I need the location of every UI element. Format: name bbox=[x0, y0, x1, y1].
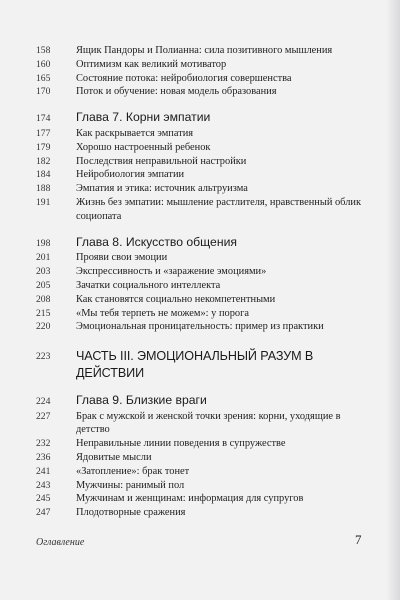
toc-title: Как становятся социально некомпетентными bbox=[76, 293, 276, 305]
toc-entry bbox=[36, 465, 366, 479]
toc-title: Ящик Пандоры и Полианна: сила позитивного мышления bbox=[76, 45, 333, 56]
toc-page-number: 165 bbox=[36, 72, 51, 84]
toc-page-number: 232 bbox=[36, 438, 51, 450]
toc-page-number: 160 bbox=[36, 58, 51, 70]
running-footer-label: Оглавление bbox=[36, 537, 85, 548]
toc-chapter-heading bbox=[36, 110, 366, 126]
toc-entry bbox=[36, 506, 366, 520]
toc-title: Брак с мужской и женской точки зрения: корни, уходящие в детство bbox=[76, 410, 341, 436]
toc-title: Эмпатия и этика: источник альтруизма bbox=[76, 183, 248, 195]
toc-title: Мужчины: ранимый пол bbox=[76, 479, 185, 491]
toc-title: Зачатки социального интеллекта bbox=[76, 279, 221, 291]
toc-entry bbox=[36, 479, 366, 493]
toc-page-number: 177 bbox=[36, 127, 51, 139]
toc-entry bbox=[36, 451, 366, 465]
toc-entry bbox=[36, 279, 366, 293]
toc-page-number: 184 bbox=[36, 169, 51, 181]
toc-title: Последствия неправильной настройки bbox=[76, 155, 247, 167]
toc-title: Эмоциональная проницательность: пример из практики bbox=[76, 321, 324, 333]
toc-page-number: 224 bbox=[36, 395, 51, 407]
toc-page-number: 203 bbox=[36, 266, 51, 278]
toc-title: Глава 8. Искусство общения bbox=[76, 234, 237, 249]
toc-page-number: 245 bbox=[36, 493, 51, 505]
toc-title: Нейробиология эмпатии bbox=[76, 169, 185, 181]
page-number: 7 bbox=[355, 532, 362, 547]
toc-title: Поток и обучение: новая модель образования bbox=[76, 86, 277, 98]
toc-entry bbox=[36, 168, 366, 182]
toc-title: ЧАСТЬ III. ЭМОЦИОНАЛЬНЫЙ РАЗУМ В ДЕЙСТВИИ bbox=[76, 349, 314, 380]
toc-page-number: 243 bbox=[36, 479, 51, 491]
toc-entry bbox=[36, 410, 366, 438]
toc-chapter-heading bbox=[36, 235, 366, 251]
toc-page-number: 174 bbox=[36, 113, 51, 125]
toc-chapter-heading bbox=[36, 393, 366, 409]
toc-title: Как раскрывается эмпатия bbox=[76, 127, 194, 139]
toc-page-number: 205 bbox=[36, 279, 51, 291]
toc-entry bbox=[36, 320, 366, 334]
toc-entry bbox=[36, 127, 366, 141]
toc-title: Хорошо настроенный ребенок bbox=[76, 141, 211, 153]
toc-title: Экспрессивность и «заражение эмоциями» bbox=[76, 266, 267, 278]
toc-page-number: 215 bbox=[36, 307, 51, 319]
toc-entry bbox=[36, 44, 366, 58]
toc-page-number: 236 bbox=[36, 451, 51, 463]
toc-page-number: 208 bbox=[36, 293, 51, 305]
toc-page-number: 158 bbox=[36, 45, 51, 56]
toc-entry bbox=[36, 307, 366, 321]
toc-page-number: 227 bbox=[36, 410, 51, 422]
toc-page-number: 170 bbox=[36, 86, 51, 98]
toc-page-number: 198 bbox=[36, 237, 51, 249]
toc-entry bbox=[36, 155, 366, 169]
toc-page-number: 182 bbox=[36, 155, 51, 167]
toc-entry bbox=[36, 85, 366, 99]
toc-entry bbox=[36, 141, 366, 155]
toc-title: «Мы тебя терпеть не можем»: у порога bbox=[76, 307, 249, 319]
toc-page-number: 247 bbox=[36, 507, 51, 519]
toc-page-number: 201 bbox=[36, 252, 51, 264]
toc-title: Неправильные линии поведения в супружестве bbox=[76, 438, 286, 450]
toc-part-heading bbox=[36, 348, 366, 382]
toc-title: Мужчинам и женщинам: информация для супругов bbox=[76, 493, 304, 505]
toc-entry bbox=[36, 251, 366, 265]
toc-entry bbox=[36, 437, 366, 451]
toc-page-number: 191 bbox=[36, 196, 51, 208]
toc-title: Ядовитые мысли bbox=[76, 451, 152, 463]
toc-title: Оптимизм как великий мотиватор bbox=[76, 58, 227, 70]
toc-entry bbox=[36, 293, 366, 307]
toc-entry bbox=[36, 58, 366, 72]
toc-entry bbox=[36, 265, 366, 279]
toc-title: Состояние потока: нейробиология совершенства bbox=[76, 72, 292, 84]
toc-entry bbox=[36, 196, 366, 224]
table-of-contents bbox=[36, 44, 366, 520]
toc-title: Жизнь без эмпатии: мышление растлителя, нравственный облик социопата bbox=[76, 196, 362, 222]
toc-title: «Затопление»: брак тонет bbox=[76, 465, 190, 477]
toc-page-number: 220 bbox=[36, 321, 51, 333]
toc-page-number: 188 bbox=[36, 183, 51, 195]
toc-title: Плодотворные сражения bbox=[76, 507, 186, 519]
toc-page-number: 223 bbox=[36, 351, 51, 363]
toc-entry bbox=[36, 492, 366, 506]
page-edge-shadow bbox=[386, 0, 400, 600]
toc-title: Глава 9. Близкие враги bbox=[76, 392, 207, 407]
toc-page-number: 179 bbox=[36, 141, 51, 153]
toc-entry bbox=[36, 72, 366, 86]
toc-page-number: 241 bbox=[36, 465, 51, 477]
toc-entry bbox=[36, 182, 366, 196]
toc-title: Глава 7. Корни эмпатии bbox=[76, 110, 211, 125]
toc-title: Прояви свои эмоции bbox=[76, 252, 168, 264]
